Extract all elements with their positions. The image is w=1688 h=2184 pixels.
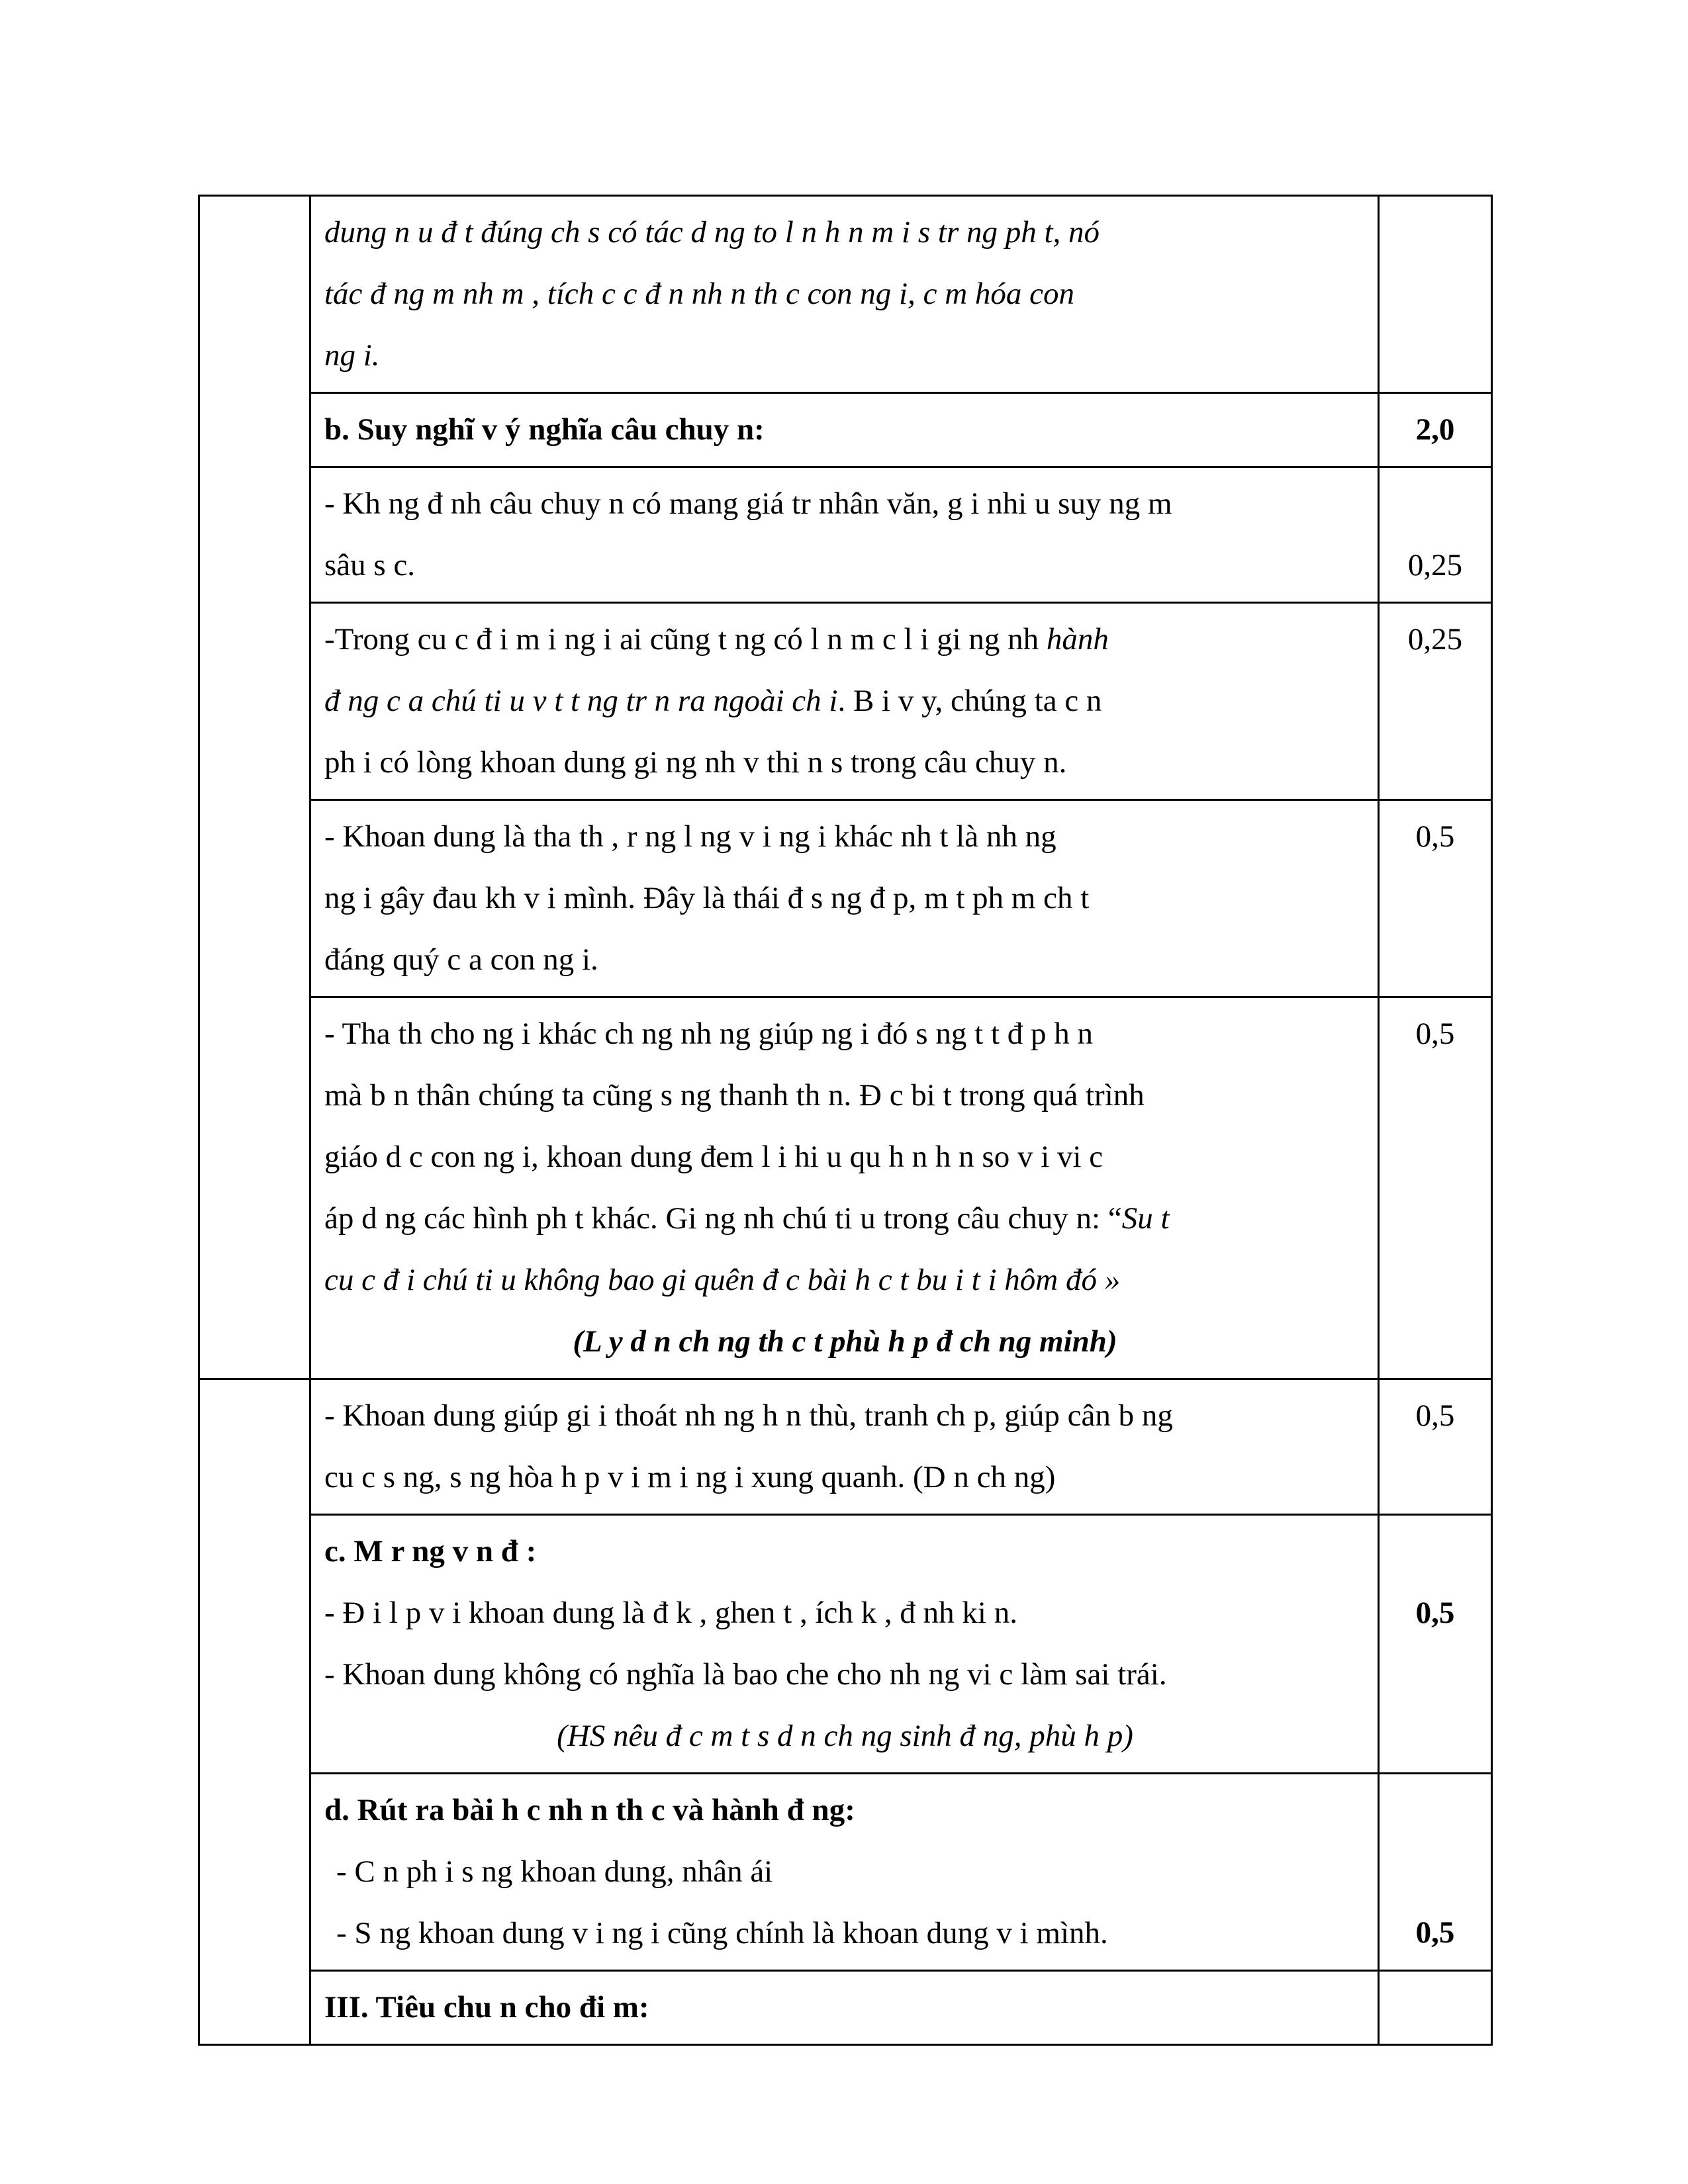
row-3-text-5: ph i có lòng khoan dung gi ng nh v thi n s trong câu chuy n. bbox=[324, 745, 1067, 780]
row-9-content bbox=[310, 1971, 1379, 2045]
section-cell-1 bbox=[199, 196, 310, 1379]
row-4-line-2: ng i gây đau kh v i mình. Đây là thái đ s ng đ p, m t ph m ch t bbox=[324, 881, 1090, 915]
row-2-line-2: sâu s c. bbox=[324, 548, 416, 582]
row-5-line-4-italic: Su t bbox=[1121, 1201, 1170, 1236]
row-5-line-4: áp d ng các hình ph t khác. Gi ng nh chú ti u trong câu chuy n: “ bbox=[324, 1201, 1122, 1236]
row-5-line-5: cu c đ i chú ti u không bao gi quên đ c bài h c t bu i t i hôm đó » bbox=[324, 1263, 1121, 1297]
row-3-score bbox=[1379, 603, 1492, 800]
row-6-line-1: - Khoan dung giúp gi i thoát nh ng h n thù, tranh ch p, giúp cân b ng bbox=[324, 1398, 1173, 1433]
row-6-score bbox=[1379, 1379, 1492, 1515]
section-c-title: c. M r ng v n đ : bbox=[324, 1534, 537, 1569]
section-c-score: 0,5 bbox=[1415, 1596, 1455, 1630]
row-0-content bbox=[310, 196, 1379, 393]
section-d-score: 0,5 bbox=[1415, 1915, 1455, 1950]
row-1-score bbox=[1379, 393, 1492, 467]
row-7-score bbox=[1379, 1515, 1492, 1774]
section-b-title: b. Suy nghĩ v ý nghĩa câu chuy n: bbox=[324, 412, 765, 447]
row-9-score bbox=[1379, 1971, 1492, 2045]
row-3-text-2: hành bbox=[1046, 622, 1109, 657]
section-iii-title: III. Tiêu chu n cho đi m: bbox=[324, 1990, 649, 2025]
row-7-note: (HS nêu đ c m t s d n ch ng sinh đ ng, phù h p) bbox=[557, 1719, 1133, 1753]
row-0-line-1: dung n u đ t đúng ch s có tác d ng to l n h n m i s tr ng ph t, nó bbox=[324, 215, 1100, 250]
section-d-title: d. Rút ra bài h c nh n th c và hành đ ng: bbox=[324, 1793, 855, 1827]
row-4-content bbox=[310, 800, 1379, 997]
row-3-text-3: đ ng c a chú ti u v t t ng tr n ra ngoài ch i bbox=[324, 684, 838, 718]
row-7-line-1: - Đ i l p v i khoan dung là đ k , ghen t , ích k , đ nh ki n. bbox=[324, 1596, 1017, 1630]
row-2-line-1: - Kh ng đ nh câu chuy n có mang giá tr nhân văn, g i nhi u suy ng m bbox=[324, 486, 1172, 521]
row-7-content bbox=[310, 1515, 1379, 1774]
row-5-line-2: mà b n thân chúng ta cũng s ng thanh th n. Đ c bi t trong quá trình bbox=[324, 1078, 1145, 1113]
row-2-score-value: 0,25 bbox=[1407, 548, 1463, 582]
row-3-text-4: . B i v y, chúng ta c n bbox=[837, 684, 1102, 718]
row-3-content bbox=[310, 603, 1379, 800]
row-8-score bbox=[1379, 1774, 1492, 1971]
row-4-line-3: đáng quý c a con ng i. bbox=[324, 942, 598, 977]
row-4-score bbox=[1379, 800, 1492, 997]
row-6-line-2: cu c s ng, s ng hòa h p v i m i ng i xung quanh. (D n ch ng) bbox=[324, 1460, 1056, 1494]
row-8-line-1: - C n ph i s ng khoan dung, nhân ái bbox=[336, 1854, 773, 1889]
row-6-content bbox=[310, 1379, 1379, 1515]
row-5-score-value: 0,5 bbox=[1415, 1017, 1455, 1051]
row-0-score bbox=[1379, 196, 1492, 393]
row-8-content bbox=[310, 1774, 1379, 1971]
row-0-line-2: tác đ ng m nh m , tích c c đ n nh n th c con ng i, c m hóa con bbox=[324, 277, 1075, 311]
row-3-score-value: 0,25 bbox=[1407, 622, 1463, 657]
row-3-text-1: -Trong cu c đ i m i ng i ai cũng t ng có l n m c l i gi ng nh bbox=[324, 622, 1047, 657]
row-5-content bbox=[310, 997, 1379, 1379]
row-5-line-6: (L y d n ch ng th c t phù h p đ ch ng minh) bbox=[573, 1324, 1117, 1359]
section-b-score: 2,0 bbox=[1415, 412, 1455, 447]
row-5-score bbox=[1379, 997, 1492, 1379]
row-5-line-3: giáo d c con ng i, khoan dung đem l i hi u qu h n h n so v i vi c bbox=[324, 1140, 1103, 1174]
row-2-content bbox=[310, 467, 1379, 603]
row-6-score-value: 0,5 bbox=[1415, 1398, 1455, 1433]
section-cell-2 bbox=[199, 1379, 310, 2045]
row-4-line-1: - Khoan dung là tha th , r ng l ng v i ng i khác nh t là nh ng bbox=[324, 819, 1056, 854]
grading-table bbox=[198, 195, 1493, 2046]
row-0-line-3: ng i. bbox=[324, 338, 380, 373]
row-8-line-2: - S ng khoan dung v i ng i cũng chính là khoan dung v i mình. bbox=[336, 1916, 1108, 1950]
row-4-score-value: 0,5 bbox=[1415, 819, 1455, 854]
row-7-line-2: - Khoan dung không có nghĩa là bao che cho nh ng vi c làm sai trái. bbox=[324, 1657, 1167, 1692]
row-2-score bbox=[1379, 467, 1492, 603]
row-5-line-1: - Tha th cho ng i khác ch ng nh ng giúp ng i đó s ng t t đ p h n bbox=[324, 1017, 1093, 1051]
row-1-content bbox=[310, 393, 1379, 467]
